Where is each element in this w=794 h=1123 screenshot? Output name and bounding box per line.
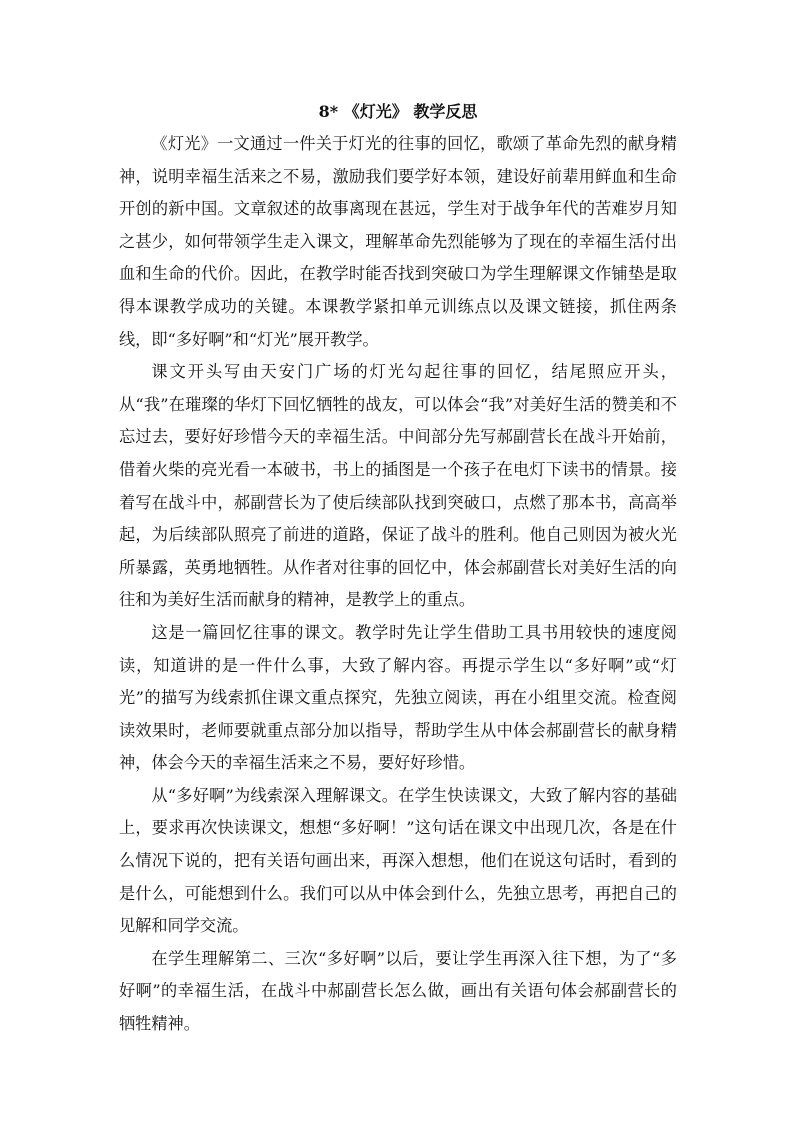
paragraph-duohaoa: 从“多好啊”为线索深入理解课文。在学生快读课文，大致了解内容的基础上，要求再次快读课文，想想“多好啊！”这句话在课文中出现几次，各是在什么情况下说的，把有关语句画出来，再深入想想，他们在说这句话时，看到的是什么，可能想到什么。我们可以从中体会到什么，先独立思考，再把自己的见解和同学交流。 [119,785,677,936]
paragraph-structure: 课文开头写由天安门广场的灯光勾起往事的回忆，结尾照应开头，从“我”在璀璨的华灯下回忆牺牲的战友，可以体会“我”对美好生活的赞美和不忘过去，要好好珍惜今天的幸福生活。中间部分先写郝副营长在战斗开始前，借着火柴的亮光看一本破书，书上的插图是一个孩子在电灯下读书的情景。接着写在战斗中，郝副营长为了使后续部队找到突破口，点燃了那本书，高高举起，为后续部队照亮了前进的道路，保证了战斗的胜利。他自己则因为被火光所暴露，英勇地牺牲。从作者对往事的回忆中，体会郝副营长对美好生活的向往和为美好生活而献身的精神，是教学上的重点。 [119,362,677,610]
paragraph-intro: 《灯光》一文通过一件关于灯光的往事的回忆，歌颂了革命先烈的献身精神，说明幸福生活来之不易，激励我们要学好本领，建设好前辈用鲜血和生命开创的新中国。文章叙述的故事离现在甚远，学生对于战争年代的苦难岁月知之甚少，如何带领学生走入课文，理解革命先烈能够为了现在的幸福生活付出血和生命的代价。因此，在教学时能否找到突破口为学生理解课文作铺垫是取得本课教学成功的关键。本课教学紧扣单元训练点以及课文链接，抓住两条线，即“多好啊”和“灯光”展开教学。 [119,134,677,349]
document-title: 8* 《灯光》 教学反思 [318,102,478,121]
paragraph-sacrifice: 在学生理解第二、三次“多好啊”以后，要让学生再深入往下想，为了“多好啊”的幸福生活，在战斗中郝副营长怎么做，画出有关语句体会郝副营长的牺牲精神。 [119,948,677,1034]
document-body [119,98,677,1041]
paragraph-method: 这是一篇回忆往事的课文。教学时先让学生借助工具书用较快的速度阅读，知道讲的是一件什么事，大致了解内容。再提示学生以“多好啊”或“灯光”的描写为线索抓住课文重点探究，先独立阅读，再在小组里交流。检查阅读效果时，老师要就重点部分加以指导，帮助学生从中体会郝副营长的献身精神，体会今天的幸福生活来之不易，要好好珍惜。 [119,622,677,773]
